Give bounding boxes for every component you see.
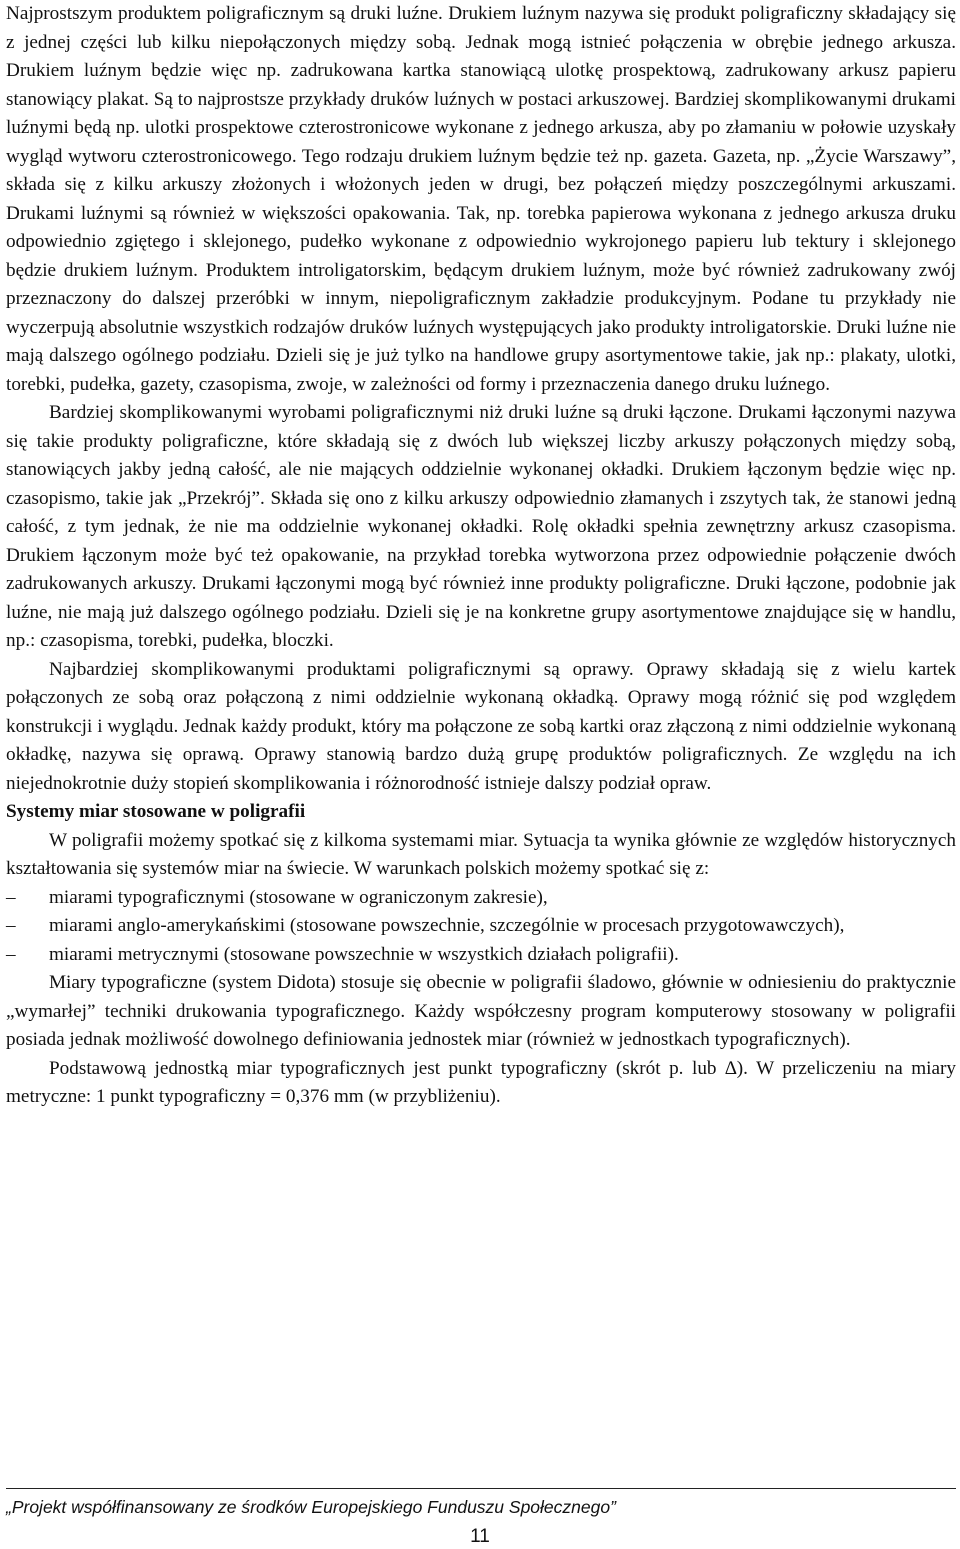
list-item-text: miarami typograficznymi (stosowane w ograniczonym zakresie), [49, 886, 548, 908]
paragraph-druki-luzne: Najprostszym produktem poligraficznym są druki luźne. Drukiem luźnym nazywa się produkt poligraficzny składający się z jednej części lub kilku niepołączonych między sobą. Jednak mogą istnieć połączenia w obrębie jednego arkusza. Drukiem luźnym będzie więc np. zadrukowana kartka stanowiącą ulotkę prospektową, zadrukowany arkusz papieru stanowiący plakat. Są to najprostsze przykłady druków luźnych w postaci arkuszowej. Bardziej skomplikowanymi drukami luźnymi będą np. ulotki prospektowe czterostronicowe wykonane z jednego arkusza, aby po złamaniu w połowie uzyskały wygląd wytworu czterostronicowego. Tego rodzaju drukiem luźnym będzie też np. gazeta. Gazeta, np. „Życie Warszawy”, składa się z kilku arkuszy złożonych i włożonych jeden w drugi, bez połączeń między poszczególnymi arkuszami. Drukami luźnymi są również w większości opakowania. Tak, np. torebka papierowa wykonana z jednego arkusza druku odpowiednio zgiętego i sklejonego, pudełko wykonane z odpowiednio wykrojonego papieru lub tektury i sklejonego będzie drukiem luźnym. Produktem introligatorskim, będącym drukiem luźnym, może być również zadrukowany zwój przeznaczony do dalszej przeróbki w innym, niepoligraficznym zakładzie produkcyjnym. Podane tu przykłady nie wyczerpują absolutnie wszystkich rodzajów druków luźnych występujących jako produkty introligatorskie. Druki luźne nie mają dalszego ogólnego podziału. Dzieli się je już tylko na handlowe grupy asortymentowe takie, jak np.: plakaty, ulotki, torebki, pudełka, gazety, czasopisma, zwoje, w zależności od formy i przeznaczenia danego druku luźnego. [6, 3, 956, 395]
list-dash: – [6, 915, 16, 936]
section-heading: Systemy miar stosowane w poligrafii [6, 801, 306, 822]
paragraph-punkt-typograficzny: Podstawową jednostką miar typograficznych jest punkt typograficzny (skrót p. lub ∆). W przeliczeniu na miary metryczne: 1 punkt typograficzny = 0,376 mm (w przybliżeniu). [6, 1057, 956, 1107]
list-item-text: miarami metrycznymi (stosowane powszechnie w wszystkich działach poligrafii). [49, 943, 679, 965]
list-item [6, 884, 956, 913]
list-item [6, 912, 956, 941]
list-dash: – [6, 943, 16, 965]
list-item-text: miarami anglo-amerykańskimi (stosowane powszechnie, szczególnie w procesach przygotowawczych), [49, 915, 845, 936]
measure-systems-list [6, 884, 956, 970]
paragraph-druki-laczone: Bardziej skomplikowanymi wyrobami poligraficznymi niż druki luźne są druki łączone. Drukami łączonymi nazywa się takie produkty poligraficzne, które składają się z dwóch lub większej liczby arkuszy połączonych między sobą, stanowiących jakby jedną całość, ale nie mających oddzielnie wykonanej okładki. Drukiem łączonym będzie więc np. czasopismo, takie jak „Przekrój”. Składa się ono z kilku arkuszy odpowiednio złamanych i zszytych tak, że stanowi jedną całość, z tym jednak, że nie ma oddzielnie wykonanej okładki. Rolę okładki spełnia zewnętrzny arkusz czasopisma. Drukiem łączonym może być też opakowanie, na przykład torebka wytworzona przez odpowiednie połączenie dwóch zadrukowanych arkuszy. Drukami łączonymi mogą być również inne produkty poligraficzne. Druki łączone, podobnie jak luźne, nie mają już dalszego ogólnego podziału. Dzieli się je na konkretne grupy asortymentowe znajdujące się w handlu, np.: czasopisma, torebki, pudełka, bloczki. [6, 402, 956, 651]
document-page [6, 0, 956, 1112]
paragraph-miary-typograficzne: Miary typograficzne (system Didota) stosuje się obecnie w poligrafii śladowo, głównie w odniesieniu do praktycznie „wymarłej” techniki drukowania typograficznego. Każdy współczesny program komputerowy stosowany w poligrafii posiada jednak możliwość dowolnego definiowania jednostek miar (również w jednostkach typograficznych). [6, 972, 956, 1050]
footer-divider [6, 1488, 956, 1489]
paragraph-systemy-miar: W poligrafii możemy spotkać się z kilkoma systemami miar. Sytuacja ta wynika głównie ze względów historycznych kształtowania się systemów miar na świecie. W warunkach polskich możemy spotkać się z: [6, 829, 956, 879]
list-item [6, 941, 956, 970]
list-dash: – [6, 886, 16, 908]
paragraph-oprawy: Najbardziej skomplikowanymi produktami poligraficznymi są oprawy. Oprawy składają się z wielu kartek połączonych ze sobą oraz połączoną z nimi oddzielnie wykonaną okładką. Oprawy mogą różnić się pod względem konstrukcji i wyglądu. Jednak każdy produkt, który ma połączone ze sobą kartki oraz złączoną z nimi oddzielnie wykonaną okładkę, nazywa się oprawą. Oprawy stanowią bardzo dużą grupę produktów poligraficznych. Ze względu na ich niejednokrotnie duży stopień skomplikowania i różnorodność istnieje dalszy podział opraw. [6, 658, 956, 794]
page-number: 11 [470, 1526, 490, 1547]
footer-note: „Projekt współfinansowany ze środków Europejskiego Funduszu Społecznego” [6, 1497, 616, 1517]
